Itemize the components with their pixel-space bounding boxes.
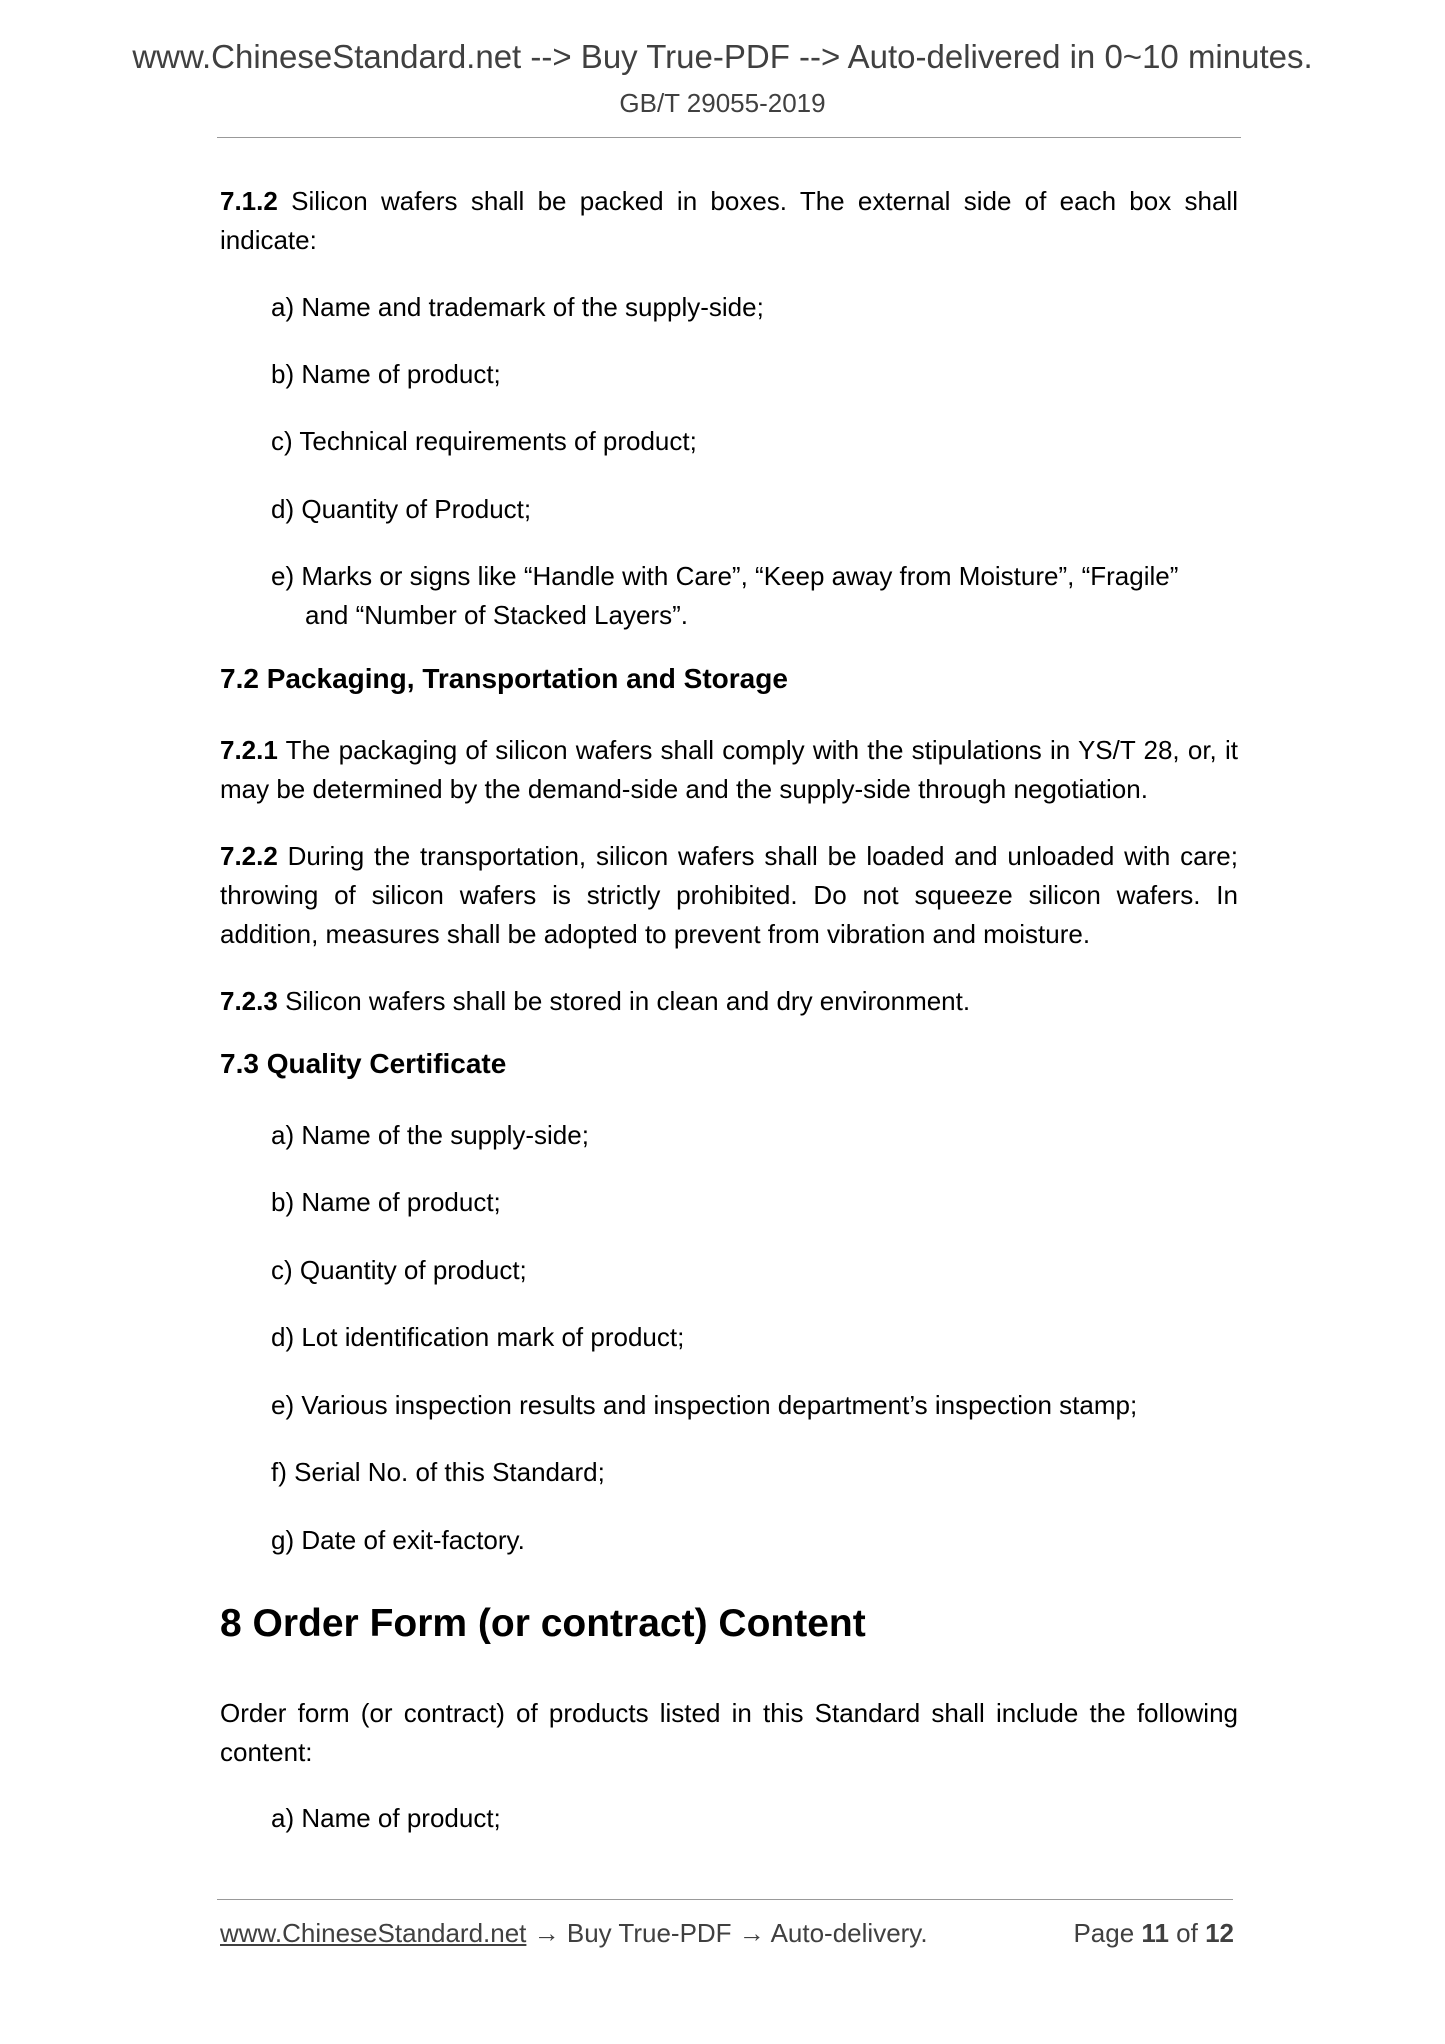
of-label: of (1176, 1918, 1198, 1948)
section-heading-7-2: 7.2 Packaging, Transportation and Storage (220, 663, 788, 694)
list-item: d) Quantity of Product; (271, 494, 532, 524)
clause-number: 7.2.2 (220, 841, 278, 871)
clause-number: 7.1.2 (220, 186, 278, 216)
clause-number: 7.2.3 (220, 986, 278, 1016)
list-item: c) Quantity of product; (271, 1255, 527, 1285)
clause-7-2-3 (220, 982, 1238, 1021)
list-item: b) Name of product; (271, 1187, 501, 1217)
clause-7-1-2 (220, 182, 1238, 260)
header-banner: www.ChineseStandard.net --> Buy True-PDF --> Auto-delivered in 0~10 minutes. (132, 38, 1313, 75)
clause-text: During the transportation, silicon wafers shall be loaded and unloaded with care; throwing of silicon wafers is strictly prohibited. Do not squeeze silicon wafers. In addition, measures shall be adopted to prevent from vibration and moisture. (220, 841, 1238, 949)
list-item: b) Name of product; (271, 359, 501, 389)
clause-7-2-2 (220, 837, 1238, 954)
footer-divider (217, 1899, 1233, 1900)
clause-text: Silicon wafers shall be stored in clean and dry environment. (285, 986, 971, 1016)
list-item: g) Date of exit-factory. (271, 1525, 525, 1555)
header-divider (217, 137, 1241, 138)
clause-text: The packaging of silicon wafers shall comply with the stipulations in YS/T 28, or, it may be determined by the demand-side and the supply-side through negotiation. (220, 735, 1238, 804)
list-item (271, 557, 1237, 635)
footer-website-link[interactable]: www.ChineseStandard.net (220, 1918, 527, 1948)
list-item-continuation: and “Number of Stacked Layers”. (305, 600, 688, 630)
clause-text: Silicon wafers shall be packed in boxes. The external side of each box shall indicate: (220, 186, 1238, 255)
page-footer (220, 1918, 1234, 1949)
section-heading-7-3: 7.3 Quality Certificate (220, 1048, 507, 1079)
footer-tagline: → Buy True-PDF → Auto-delivery. (526, 1918, 928, 1948)
chapter-heading-8: 8 Order Form (or contract) Content (220, 1602, 866, 1645)
chapter-8-intro: Order form (or contract) of products listed in this Standard shall include the following content: (220, 1698, 1238, 1767)
list-item: d) Lot identification mark of product; (271, 1322, 685, 1352)
standard-code: GB/T 29055-2019 (619, 88, 826, 118)
list-item: a) Name of the supply-side; (271, 1120, 589, 1150)
list-item: e) Various inspection results and inspection department’s inspection stamp; (271, 1390, 1138, 1420)
list-item: c) Technical requirements of product; (271, 426, 697, 456)
clause-7-2-1 (220, 731, 1238, 809)
page-number (1073, 1918, 1234, 1949)
clause-number: 7.2.1 (220, 735, 278, 765)
current-page: 11 (1141, 1918, 1169, 1948)
list-item: f) Serial No. of this Standard; (271, 1457, 605, 1487)
list-item: a) Name of product; (271, 1803, 501, 1833)
list-item-line: e) Marks or signs like “Handle with Care”, “Keep away from Moisture”, “Fragile” (271, 561, 1179, 591)
list-item: a) Name and trademark of the supply-side; (271, 292, 764, 322)
total-pages: 12 (1205, 1918, 1234, 1948)
page-label: Page (1073, 1918, 1135, 1948)
